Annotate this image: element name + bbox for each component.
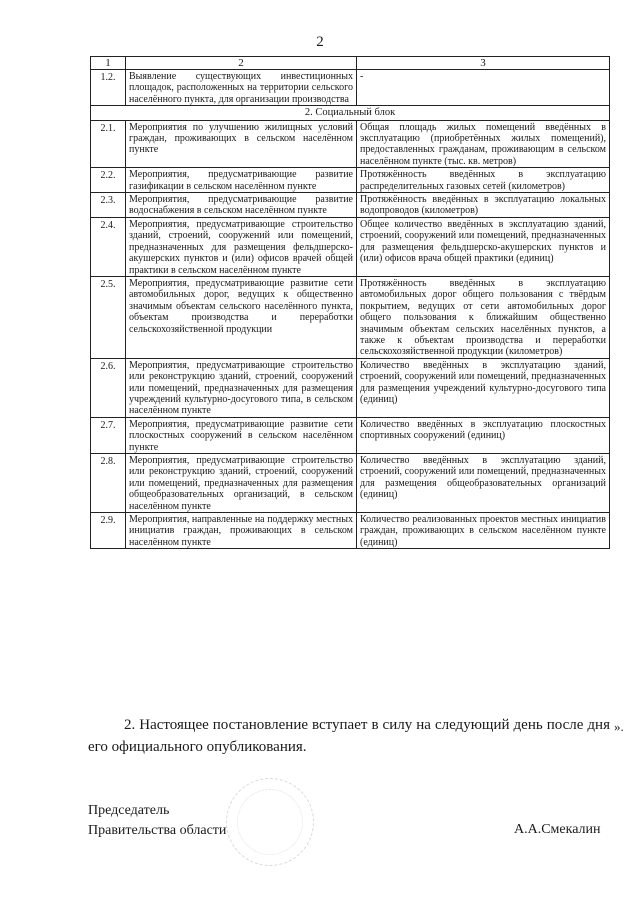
indicator-cell: - xyxy=(357,70,610,106)
table-row xyxy=(91,193,610,218)
table-row xyxy=(91,454,610,513)
table-row xyxy=(91,70,610,106)
page-number: 2 xyxy=(316,34,324,50)
measure-cell: Мероприятия по улучшению жилищных условий граждан, проживающих в сельском населённом пункте xyxy=(126,120,357,168)
measure-cell: Мероприятия, предусматривающие развитие сети автомобильных дорог, ведущих к общественно значимым объектам сельского населённого пункта, объектам производства и переработки сельскохозяйственной продукции xyxy=(126,276,357,358)
table-row xyxy=(91,168,610,193)
decree-paragraph: 2. Настоящее постановление вступает в силу на следующий день после дня его официального опубликования. xyxy=(88,717,610,755)
indicator-cell: Количество введённых в эксплуатацию плоскостных спортивных сооружений (единиц) xyxy=(357,417,610,453)
measure-cell: Мероприятия, предусматривающие строительство зданий, строений, сооружений или помещений, предназначенных для размещения фельдшерско-акушерских пунктов и (или) офисов врачей общей практики в сельском населённом пункте xyxy=(126,217,357,276)
measure-cell: Выявление существующих инвестиционных площадок, расположенных на территории сельского населённого пункта, для организации производства xyxy=(126,70,357,106)
measure-cell: Мероприятия, предусматривающие строительство или реконструкцию зданий, строений, сооружений или помещений, предназначенных для размещения общеобразовательных организаций, в сельском населённом пункте xyxy=(126,454,357,513)
signature-title-line1: Председатель xyxy=(88,803,170,818)
row-number: 2.3. xyxy=(91,193,126,218)
measure-cell: Мероприятия, предусматривающие развитие сети плоскостных сооружений в сельском населённом пункте xyxy=(126,417,357,453)
row-number: 2.4. xyxy=(91,217,126,276)
measure-cell: Мероприятия, предусматривающие развитие водоснабжения в сельском населённом пункте xyxy=(126,193,357,218)
table-row xyxy=(91,513,610,549)
indicator-cell: Общее количество введённых в эксплуатацию зданий, строений, сооружений или помещений, предназначенных для размещения фельдшерско-акушерских пунктов и (или) офисов врача общей практики (единиц) xyxy=(357,217,610,276)
row-number: 2.6. xyxy=(91,358,126,417)
measures-table xyxy=(90,56,610,549)
indicator-cell: Протяжённость введённых в эксплуатацию автомобильных дорог общего пользования с твёрдым покрытием, ведущих от сети автомобильных дорог общего пользования к ближайшим общественно значимым объектам сельских населённых пунктов, а также к объектам производства и переработки сельскохозяйственной продукции (километров) xyxy=(357,276,610,358)
signature-name: А.А.Смекалин xyxy=(514,822,601,837)
header-col-1: 1 xyxy=(91,57,126,70)
row-number: 2.7. xyxy=(91,417,126,453)
row-number: 1.2. xyxy=(91,70,126,106)
row-number: 2.5. xyxy=(91,276,126,358)
measure-cell: Мероприятия, предусматривающие строительство или реконструкцию зданий, строений, сооружений или помещений, предназначенных для размещения учреждений культурно-досугового типа, в сельском населённом пункте xyxy=(126,358,357,417)
official-seal xyxy=(226,778,314,866)
section-title: 2. Социальный блок xyxy=(91,106,610,120)
indicator-cell: Общая площадь жилых помещений введённых в эксплуатацию (приобретённых жилых помещений), предоставленных гражданам, проживающим в сельском населённом пункте (тыс. кв. метров) xyxy=(357,120,610,168)
table-row xyxy=(91,217,610,276)
row-number: 2.2. xyxy=(91,168,126,193)
indicator-cell: Количество введённых в эксплуатацию зданий, строений, сооружений или помещений, предназначенных для размещения общеобразовательных организаций (единиц) xyxy=(357,454,610,513)
indicator-cell: Количество введённых в эксплуатацию зданий, строений, сооружений или помещений, предназначенных для размещения учреждений культурно-досугового типа (единиц) xyxy=(357,358,610,417)
table-header-row xyxy=(91,57,610,70)
section-row xyxy=(91,106,610,120)
header-col-2: 2 xyxy=(126,57,357,70)
signature-title-line2: Правительства области xyxy=(88,823,227,838)
measure-cell: Мероприятия, направленные на поддержку местных инициатив граждан, проживающих в сельском населённом пункте xyxy=(126,513,357,549)
indicator-cell: Протяжённость введённых в эксплуатацию локальных водопроводов (километров) xyxy=(357,193,610,218)
table-row xyxy=(91,120,610,168)
closing-quote: ». xyxy=(614,719,624,734)
header-col-3: 3 xyxy=(357,57,610,70)
table-row xyxy=(91,358,610,417)
signature-title xyxy=(88,801,226,841)
measures-table-body xyxy=(91,57,610,549)
row-number: 2.1. xyxy=(91,120,126,168)
row-number: 2.8. xyxy=(91,454,126,513)
row-number: 2.9. xyxy=(91,513,126,549)
indicator-cell: Протяжённость введённых в эксплуатацию распределительных газовых сетей (километров) xyxy=(357,168,610,193)
measure-cell: Мероприятия, предусматривающие развитие газификации в сельском населённом пункте xyxy=(126,168,357,193)
table-row xyxy=(91,276,610,358)
table-row xyxy=(91,417,610,453)
indicator-cell: Количество реализованных проектов местных инициатив граждан, проживающих в сельском населённом пункте (единиц) xyxy=(357,513,610,549)
